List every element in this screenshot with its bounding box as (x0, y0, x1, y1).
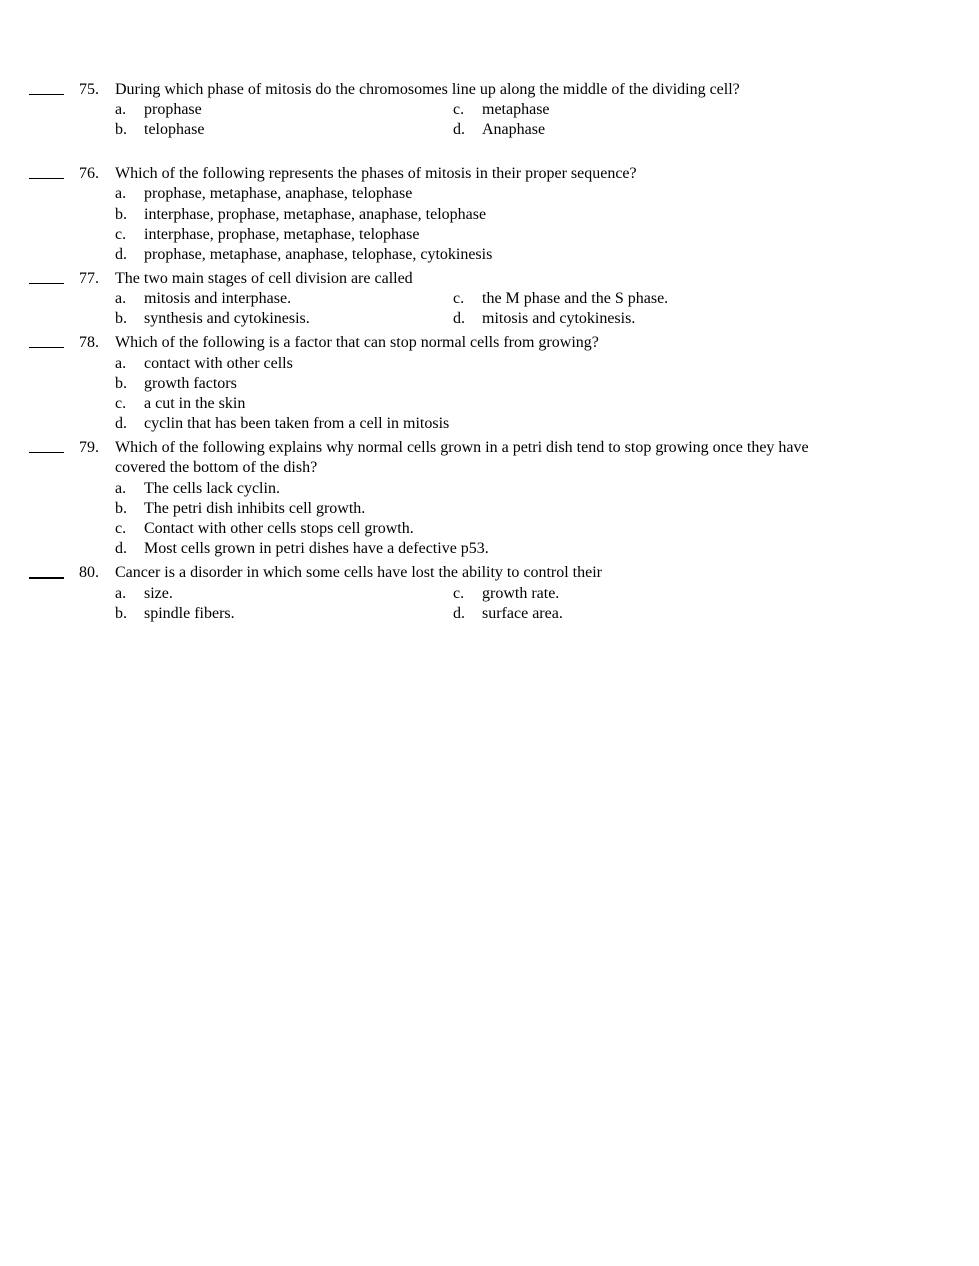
question-number: 79. (79, 439, 99, 456)
question-number: 78. (79, 334, 99, 351)
option-a[interactable] (115, 479, 280, 499)
question-stem: Cancer is a disorder in which some cells have lost the ability to control their (115, 564, 602, 581)
option-text: Most cells grown in petri dishes have a defective p53. (144, 540, 489, 557)
option-text: size. (144, 585, 173, 602)
option-text: Contact with other cells stops cell growth. (144, 520, 414, 537)
option-letter: a. (115, 290, 127, 307)
option-text: mitosis and interphase. (144, 290, 292, 307)
option-letter: c. (453, 290, 465, 307)
option-d[interactable] (453, 604, 563, 624)
answer-blank[interactable] (29, 327, 64, 348)
option-text: prophase, metaphase, anaphase, telophase (144, 185, 413, 202)
option-a[interactable] (115, 289, 291, 309)
option-text: growth factors (144, 375, 237, 392)
option-d[interactable] (115, 539, 489, 559)
option-text: The petri dish inhibits cell growth. (144, 500, 366, 517)
option-text: prophase (144, 101, 202, 118)
option-c[interactable] (453, 100, 550, 120)
option-text: cyclin that has been taken from a cell in mitosis (144, 415, 450, 432)
option-text: mitosis and cytokinesis. (482, 310, 636, 327)
option-letter: c. (115, 226, 127, 243)
option-text: surface area. (482, 605, 563, 622)
option-d[interactable] (115, 245, 492, 265)
option-text: the M phase and the S phase. (482, 290, 669, 307)
option-letter: b. (115, 605, 127, 622)
option-letter: d. (115, 246, 127, 263)
option-letter: d. (453, 310, 465, 327)
answer-blank[interactable] (29, 432, 64, 453)
option-b[interactable] (115, 309, 310, 329)
question-stem: Which of the following explains why normal cells grown in a petri dish tend to stop growing once they have covered the bottom of the dish? (115, 439, 809, 476)
option-b[interactable] (115, 499, 365, 519)
option-text: contact with other cells (144, 355, 293, 372)
question-stem: The two main stages of cell division are called (115, 270, 413, 287)
option-letter: d. (453, 121, 465, 138)
question-number: 75. (79, 81, 99, 98)
option-text: synthesis and cytokinesis. (144, 310, 310, 327)
option-text: interphase, prophase, metaphase, telophase (144, 226, 420, 243)
option-c[interactable] (115, 519, 414, 539)
option-letter: b. (115, 206, 127, 223)
option-letter: a. (115, 585, 127, 602)
option-letter: d. (115, 415, 127, 432)
option-text: spindle fibers. (144, 605, 235, 622)
option-c[interactable] (115, 225, 419, 245)
option-a[interactable] (115, 100, 202, 120)
option-text: Anaphase (482, 121, 546, 138)
option-letter: d. (453, 605, 465, 622)
question-stem: Which of the following is a factor that can stop normal cells from growing? (115, 334, 599, 351)
option-letter: b. (115, 121, 127, 138)
answer-blank[interactable] (29, 158, 64, 179)
answer-blank[interactable] (29, 74, 64, 95)
option-letter: c. (453, 101, 465, 118)
option-text: growth rate. (482, 585, 560, 602)
question-number: 80. (79, 564, 99, 581)
option-c[interactable] (453, 584, 559, 604)
answer-blank[interactable] (29, 557, 64, 579)
option-letter: a. (115, 355, 127, 372)
option-letter: c. (453, 585, 465, 602)
option-c[interactable] (115, 394, 245, 414)
option-text: a cut in the skin (144, 395, 246, 412)
option-d[interactable] (453, 120, 545, 140)
option-d[interactable] (453, 309, 635, 329)
option-c[interactable] (453, 289, 668, 309)
question-number: 77. (79, 270, 99, 287)
option-text: telophase (144, 121, 205, 138)
option-letter: a. (115, 480, 127, 497)
option-letter: b. (115, 310, 127, 327)
option-text: The cells lack cyclin. (144, 480, 280, 497)
question-number: 76. (79, 165, 99, 182)
option-b[interactable] (115, 374, 237, 394)
option-text: prophase, metaphase, anaphase, telophase, cytokinesis (144, 246, 493, 263)
option-letter: c. (115, 520, 127, 537)
option-letter: c. (115, 395, 127, 412)
answer-blank[interactable] (29, 263, 64, 284)
option-a[interactable] (115, 354, 293, 374)
option-a[interactable] (115, 584, 173, 604)
option-d[interactable] (115, 414, 449, 434)
option-b[interactable] (115, 205, 486, 225)
option-letter: a. (115, 101, 127, 118)
option-letter: a. (115, 185, 127, 202)
question-stem: During which phase of mitosis do the chromosomes line up along the middle of the dividing cell? (115, 81, 740, 98)
option-letter: b. (115, 500, 127, 517)
option-text: interphase, prophase, metaphase, anaphase, telophase (144, 206, 487, 223)
option-a[interactable] (115, 184, 412, 204)
question-stem: Which of the following represents the phases of mitosis in their proper sequence? (115, 165, 637, 182)
option-b[interactable] (115, 604, 235, 624)
option-text: metaphase (482, 101, 550, 118)
option-b[interactable] (115, 120, 204, 140)
option-letter: b. (115, 375, 127, 392)
option-letter: d. (115, 540, 127, 557)
